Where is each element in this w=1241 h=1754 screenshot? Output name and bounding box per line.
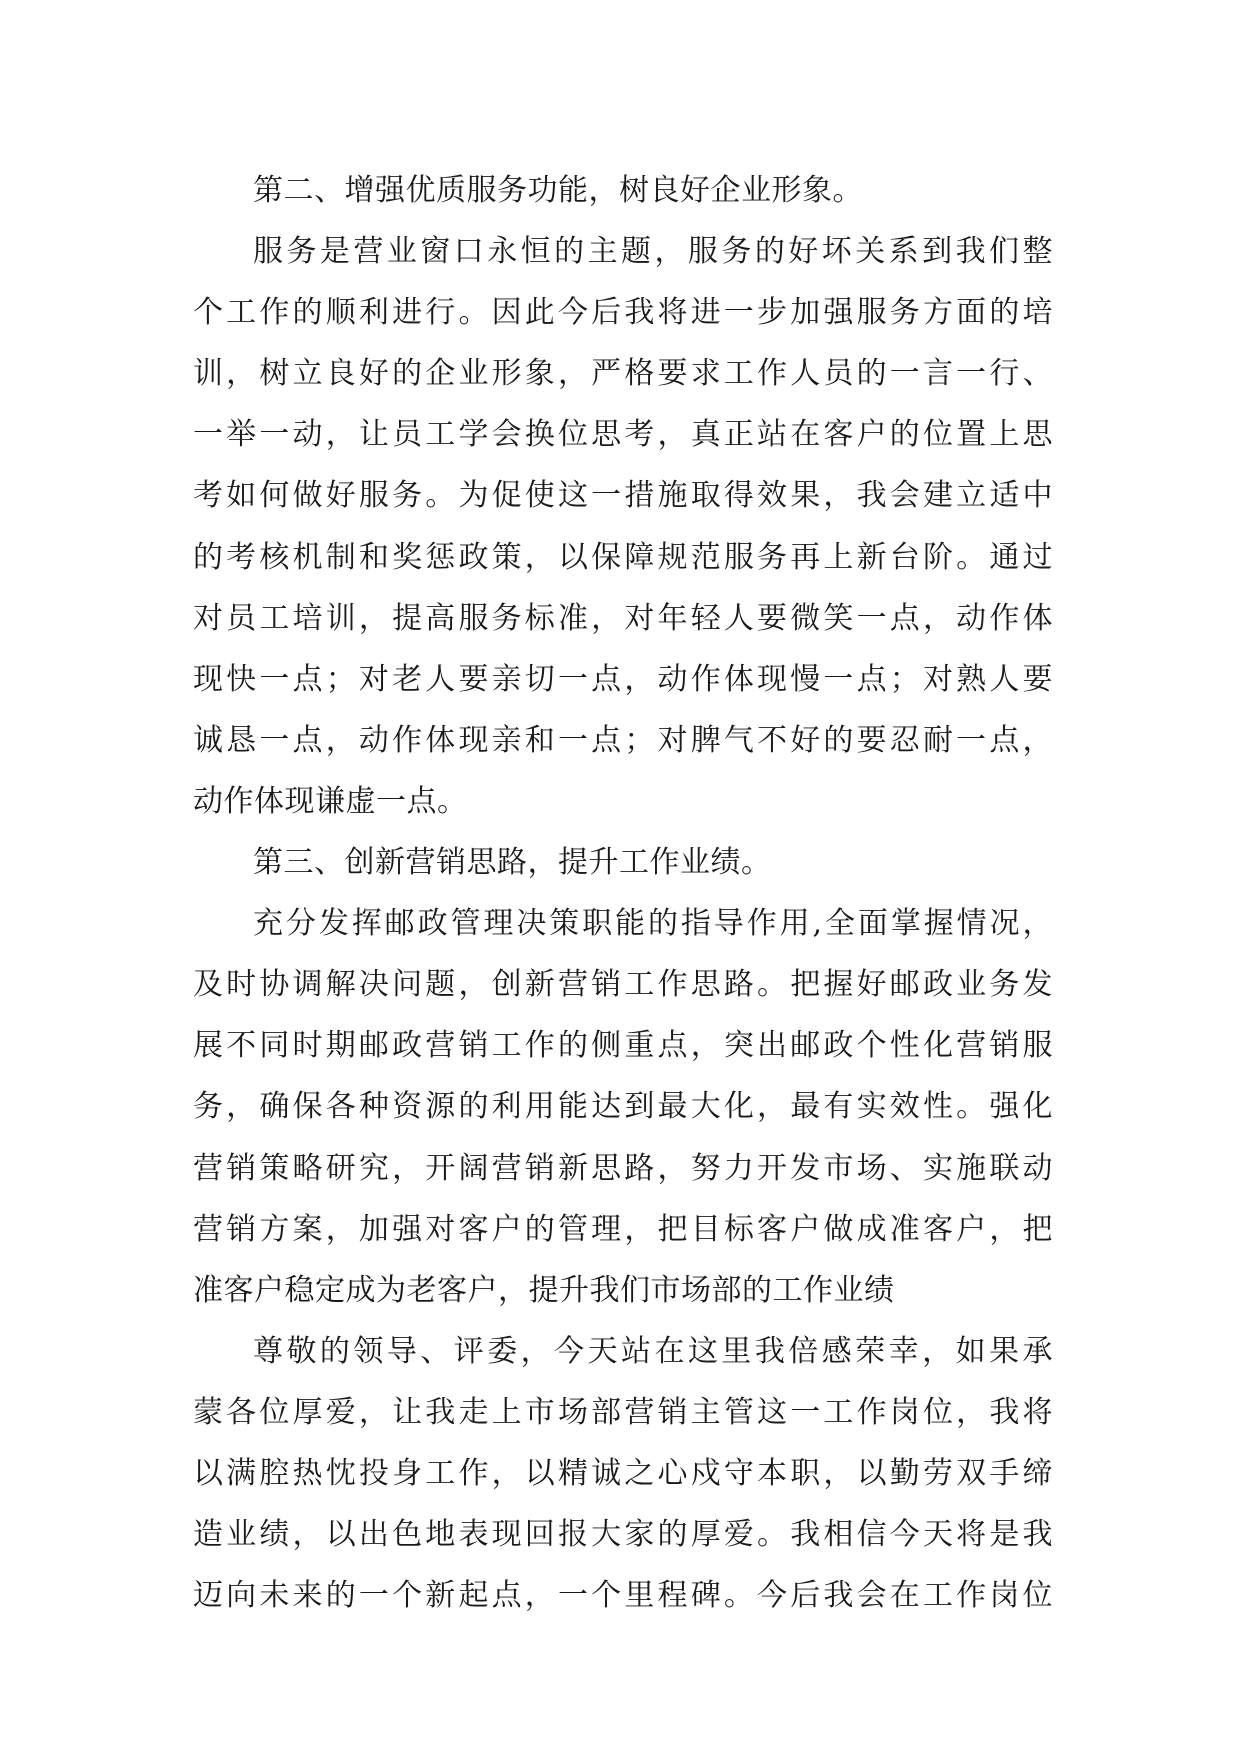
paragraph-line: 动作体现谦虚一点。 xyxy=(193,783,468,819)
paragraph-line: 营销策略研究，开阔营销新思路，努力开发市场、实施联动 xyxy=(193,1150,1053,1186)
paragraph-line: 个工作的顺利进行。因此今后我将进一步加强服务方面的培 xyxy=(193,295,1053,331)
paragraph-line: 务，确保各种资源的利用能达到最大化，最有实效性。强化 xyxy=(193,1089,1053,1125)
paragraph-line: 以满腔热忱投身工作，以精诚之心戍守本职，以勤劳双手缔 xyxy=(193,1455,1053,1491)
paragraph-line: 诚恳一点，动作体现亲和一点；对脾气不好的要忍耐一点， xyxy=(193,722,1053,758)
document-body xyxy=(193,160,1053,1626)
paragraph-line: 现快一点；对老人要亲切一点，动作体现慢一点；对熟人要 xyxy=(193,661,1053,697)
paragraph-line: 充分发挥邮政管理决策职能的指导作用,全面掌握情况， xyxy=(253,906,1053,942)
paragraph-line: 迈向未来的一个新起点，一个里程碑。今后我会在工作岗位 xyxy=(193,1578,1053,1614)
paragraph-line: 一举一动，让员工学会换位思考，真正站在客户的位置上思 xyxy=(193,417,1053,453)
paragraph-line: 展不同时期邮政营销工作的侧重点，突出邮政个性化营销服 xyxy=(193,1028,1053,1064)
paragraph-line: 蒙各位厚爱，让我走上市场部营销主管这一工作岗位，我将 xyxy=(193,1394,1053,1430)
paragraph-line: 第三、创新营销思路，提升工作业绩。 xyxy=(253,845,772,881)
paragraph-line: 的考核机制和奖惩政策，以保障规范服务再上新台阶。通过 xyxy=(193,539,1053,575)
paragraph-line: 对员工培训，提高服务标准，对年轻人要微笑一点，动作体 xyxy=(193,600,1053,636)
paragraph-line: 第二、增强优质服务功能，树良好企业形象。 xyxy=(253,173,863,208)
paragraph-line: 尊敬的领导、评委，今天站在这里我倍感荣幸，如果承 xyxy=(253,1333,1053,1369)
paragraph-line: 考如何做好服务。为促使这一措施取得效果，我会建立适中 xyxy=(193,478,1053,514)
paragraph-line: 服务是营业窗口永恒的主题，服务的好坏关系到我们整 xyxy=(253,234,1053,270)
paragraph-line: 造业绩，以出色地表现回报大家的厚爱。我相信今天将是我 xyxy=(193,1517,1053,1553)
paragraph-line: 营销方案，加强对客户的管理，把目标客户做成准客户，把 xyxy=(193,1211,1053,1247)
paragraph-line: 及时协调解决问题，创新营销工作思路。把握好邮政业务发 xyxy=(193,967,1053,1003)
paragraph-line: 准客户稳定成为老客户，提升我们市场部的工作业绩 xyxy=(193,1272,895,1308)
paragraph-line: 训，树立良好的企业形象，严格要求工作人员的一言一行、 xyxy=(193,356,1053,392)
